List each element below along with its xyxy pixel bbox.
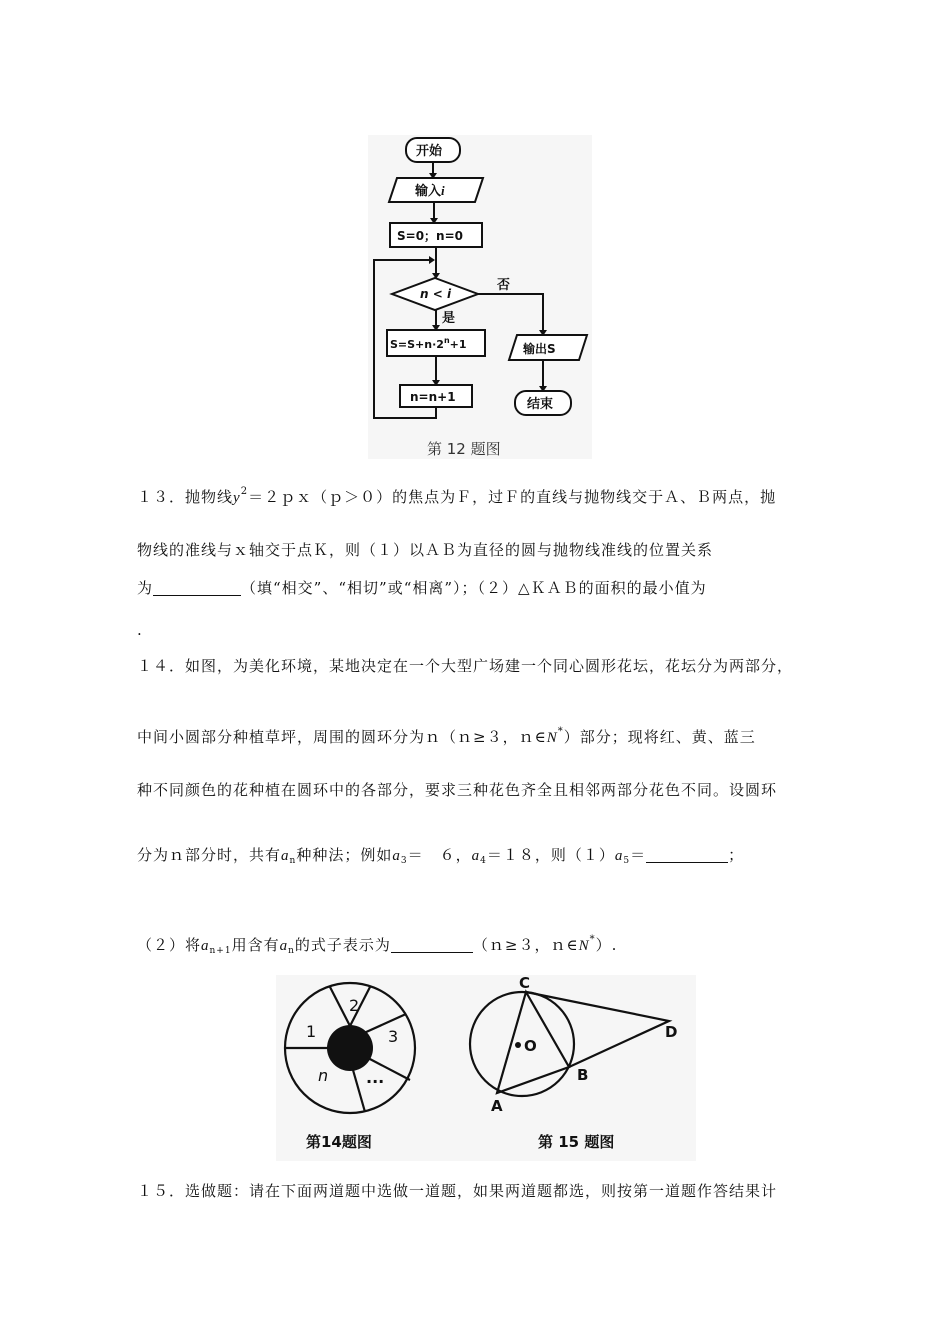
q13-line-4: .: [137, 621, 143, 639]
sector-label-dots: ...: [366, 1068, 385, 1087]
q15-line-1: １５．选做题：请在下面两道题中选做一道题，如果两道题都选，则按第一道题作答结果计: [137, 1182, 778, 1200]
point-label-c: C: [519, 975, 531, 992]
end-label: 结束: [527, 397, 554, 412]
sector-label-1: 1: [306, 1022, 317, 1041]
point-label-a: A: [491, 1097, 503, 1115]
sector-label-n: n: [318, 1066, 329, 1085]
q14-line-4: 分为ｎ部分时，共有$a_n$种种法；例如$a_3=$ ６，$a_4=18$，则$(1)a_5=$ ；: [137, 846, 745, 866]
q14-line-1: １４．如图，为美化环境，某地决定在一个大型广场建一个同心圆形花坛，花坛分为两部分，: [137, 657, 794, 675]
input-label: 输入i: [415, 183, 445, 199]
q14-line-5: （２）将$a_{n+1}$用含有$a_n$的式子表示为 （ｎ≥３，ｎ∈N*）.: [137, 934, 618, 956]
start-label: 开始: [416, 144, 443, 159]
figure-15-caption: 第 15 题图: [538, 1133, 615, 1151]
sector-label-2: 2: [349, 996, 360, 1015]
q13-line-2: 物线的准线与ｘ轴交于点Ｋ，则（１）以ＡＢ为直径的圆与抛物线准线的位置关系: [137, 541, 714, 559]
q14-line-3: 种不同颜色的花种植在圆环中的各部分，要求三种花色齐全且相邻两部分花色不同。设圆环: [137, 781, 778, 799]
point-label-b: B: [577, 1066, 589, 1084]
point-label-d: D: [665, 1023, 678, 1041]
flowchart-figure-12: [365, 132, 595, 462]
answer-blank-14-1[interactable]: [646, 848, 728, 863]
center-point-o: [515, 1042, 521, 1048]
output-label: 输出S: [523, 342, 556, 356]
q13-line-1: １３．抛物线$y^2=2px(p>0)$的焦点为Ｆ，过Ｆ的直线与抛物线交于Ａ、Ｂ两点，抛: [137, 486, 777, 506]
figure-12-caption: 第 12 题图: [427, 440, 501, 458]
answer-blank-13-1[interactable]: [153, 581, 241, 596]
answer-blank-14-2[interactable]: [391, 938, 473, 953]
update-s-label: $S=S+n\cdot 2^n+1$: [390, 336, 467, 351]
sector-label-3: 3: [388, 1027, 399, 1046]
condition-label: n < i: [420, 287, 452, 301]
q13-line-3: 为 （填“相交”、“相切”或“相离”）；（２）△ＫＡＢ的面积的最小值为: [137, 579, 707, 597]
no-label: 否: [497, 278, 511, 293]
center-lawn: [327, 1025, 373, 1071]
init-label: S=0；n=0: [397, 229, 463, 243]
y-variable: y: [233, 490, 241, 506]
figures-14-15: [276, 975, 696, 1161]
update-n-label: n=n+1: [410, 390, 456, 404]
q14-line-2: 中间小圆部分种植草坪，周围的圆环分为ｎ（ｎ≥３，ｎ∈N*）部分；现将红、黄、蓝三: [137, 726, 756, 746]
figure-14-caption: 第14题图: [306, 1133, 372, 1151]
yes-label: 是: [442, 311, 456, 326]
point-label-o: O: [524, 1037, 537, 1055]
